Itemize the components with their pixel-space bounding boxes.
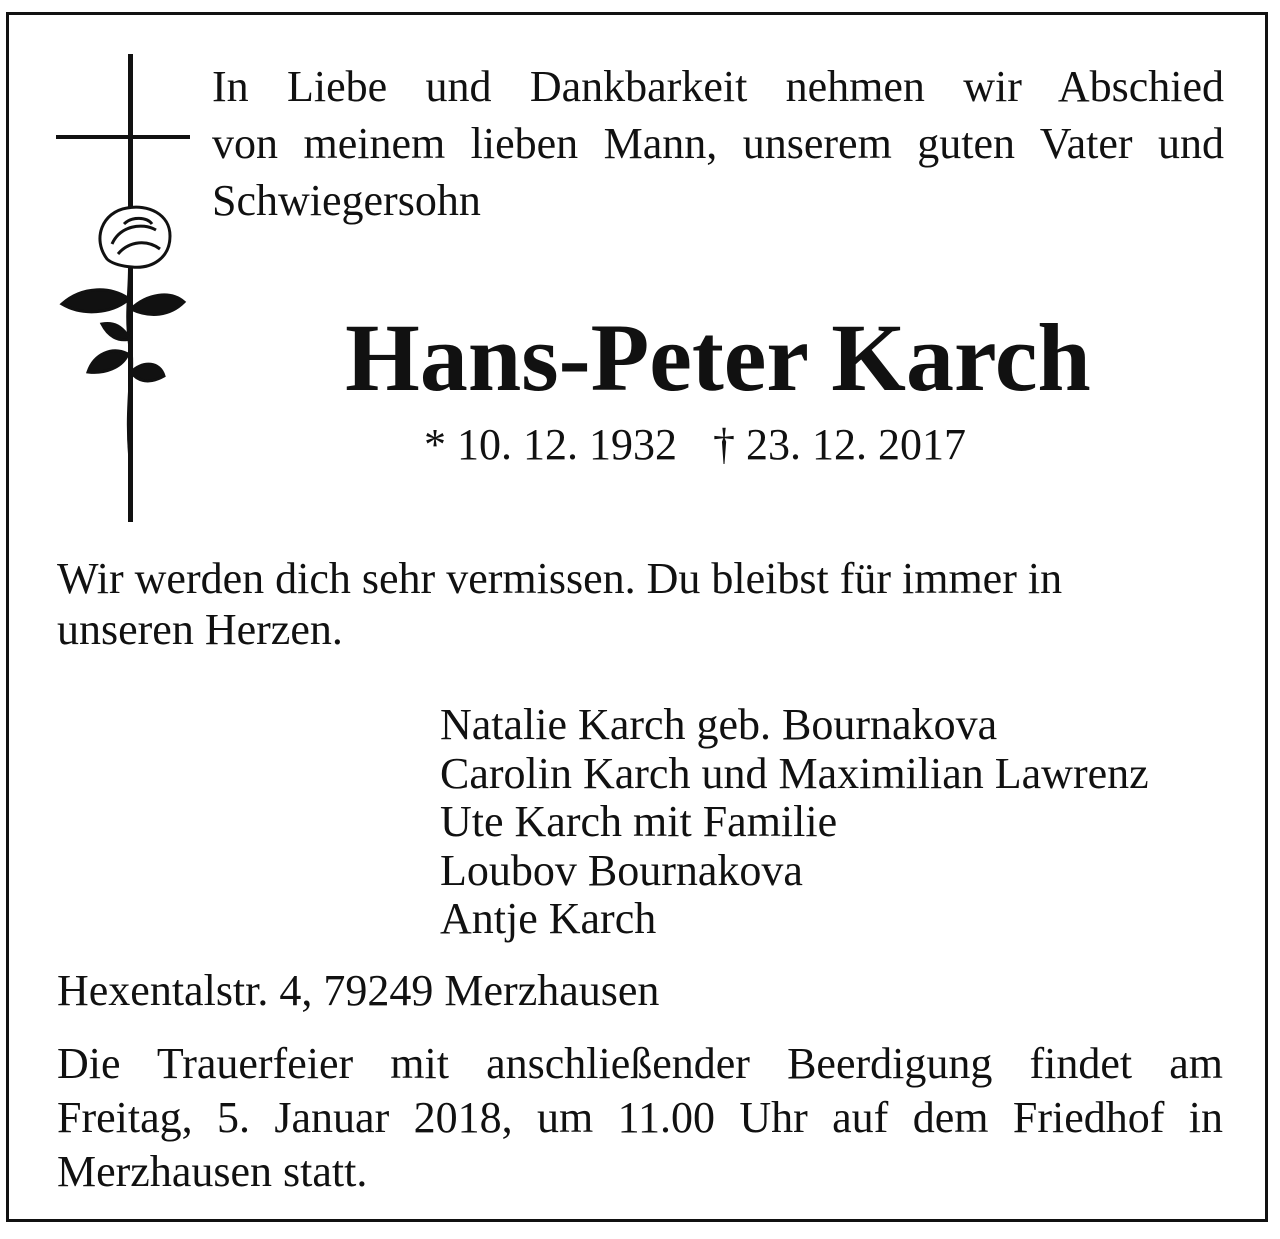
- intro-text: [212, 58, 1224, 229]
- intro-line: Schwiegersohn: [212, 176, 481, 225]
- farewell-text: [57, 553, 1227, 655]
- cross-icon: [56, 54, 190, 522]
- mourner-name: Natalie Karch geb. Bournakova: [440, 700, 998, 749]
- ceremony-line: Merzhausen statt.: [57, 1147, 368, 1196]
- farewell-line: Wir werden dich sehr vermissen. Du bleibst für immer in: [57, 554, 1063, 603]
- mourner-name: Ute Karch mit Familie: [440, 797, 838, 846]
- ceremony-notice: [57, 1037, 1223, 1199]
- intro-line: In Liebe und Dankbarkeit nehmen wir Abschied: [212, 62, 1224, 111]
- life-dates: [424, 419, 966, 471]
- death-date: † 23. 12. 2017: [713, 420, 966, 469]
- mourner-name: Loubov Bournakova: [440, 845, 803, 895]
- deceased-name: Hans-Peter Karch: [345, 304, 1091, 411]
- cross-rose-illustration: [52, 54, 192, 524]
- ceremony-line: Die Trauerfeier mit anschließender Beerdigung findet am: [57, 1039, 1223, 1088]
- rose-icon: [62, 207, 184, 454]
- mourner-name: Antje Karch: [440, 894, 657, 943]
- birth-date: * 10. 12. 1932: [424, 420, 677, 469]
- family-address: Hexentalstr. 4, 79249 Merzhausen: [57, 966, 660, 1015]
- intro-line: von meinem lieben Mann, unserem guten Vater und: [212, 119, 1224, 168]
- ceremony-line: Freitag, 5. Januar 2018, um 11.00 Uhr auf dem Friedhof in: [57, 1093, 1223, 1142]
- mourner-name: Carolin Karch und Maximilian Lawrenz: [440, 748, 1149, 798]
- farewell-line: unseren Herzen.: [57, 605, 343, 654]
- mourners-list: [440, 701, 1149, 944]
